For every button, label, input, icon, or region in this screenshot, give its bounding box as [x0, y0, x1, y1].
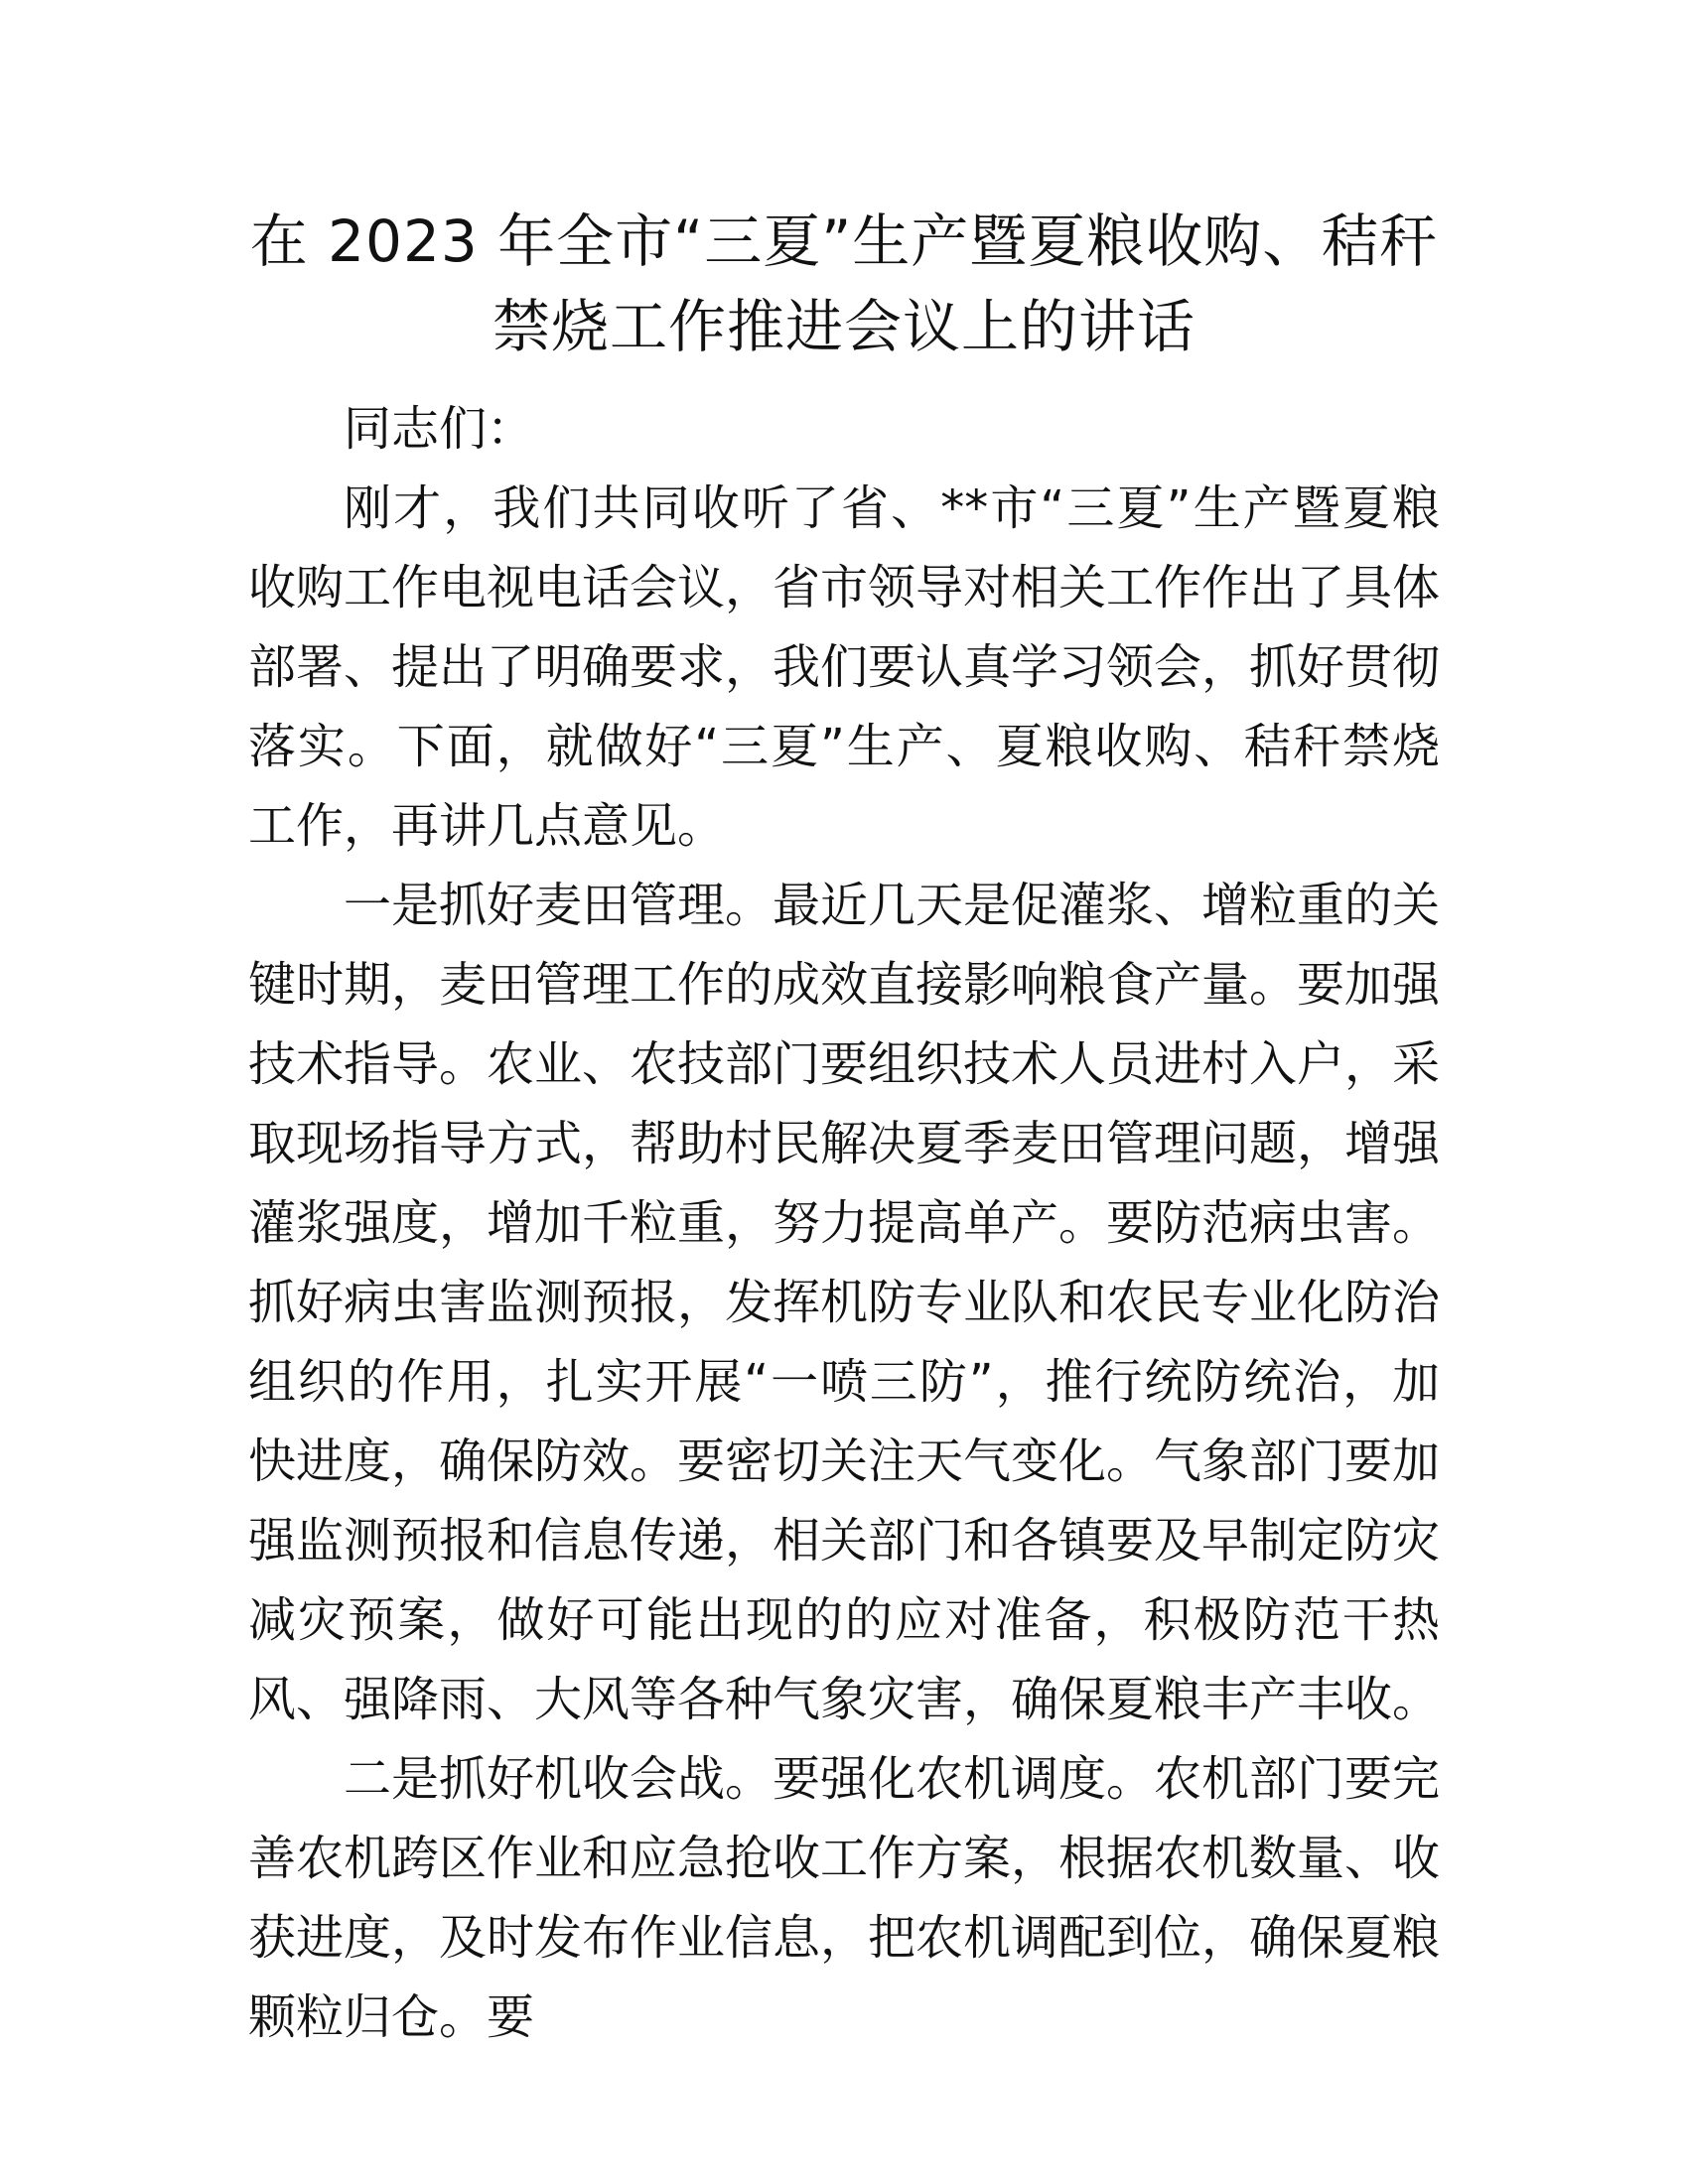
- document-page: [248, 199, 1440, 2057]
- paragraph-2: 一是抓好麦田管理。最近几天是促灌浆、增粒重的关键时期，麦田管理工作的成效直接影响粮食产量。要加强技术指导。农业、农技部门要组织技术人员进村入户，采取现场指导方式，帮助村民解决夏季麦田管理问题，增强灌浆强度，增加千粒重，努力提高单产。要防范病虫害。抓好病虫害监测预报，发挥机防专业队和农民专业化防治组织的作用，扎实开展“一喷三防”，推行统防统治，加快进度，确保防效。要密切关注天气变化。气象部门要加强监测预报和信息传递，相关部门和各镇要及早制定防灾减灾预案，做好可能出现的的应对准备，积极防范干热风、强降雨、大风等各种气象灾害，确保夏粮丰产丰收。: [248, 878, 1441, 1727]
- paragraph-3: 二是抓好机收会战。要强化农机调度。农机部门要完善农机跨区作业和应急抢收工作方案，根据农机数量、收获进度，及时发布作业信息，把农机调配到位，确保夏粮颗粒归仓。要: [248, 1751, 1441, 2045]
- paragraph-1: 刚才，我们共同收听了省、**市“三夏”生产暨夏粮收购工作电视电话会议，省市领导对相关工作作出了具体部署、提出了明确要求，我们要认真学习领会，抓好贯彻落实。下面，就做好“三夏”生产、夏粮收购、秸秆禁烧工作，再讲几点意见。: [248, 480, 1441, 854]
- document-title: [248, 199, 1440, 369]
- salutation: 同志们：: [344, 401, 535, 457]
- document-body: [248, 389, 1440, 2057]
- document-title-line-1: 在 2023 年全市“三夏”生产暨夏粮收购、秸秆: [249, 207, 1439, 275]
- document-title-line-2: 禁烧工作推进会议上的讲话: [492, 293, 1196, 360]
